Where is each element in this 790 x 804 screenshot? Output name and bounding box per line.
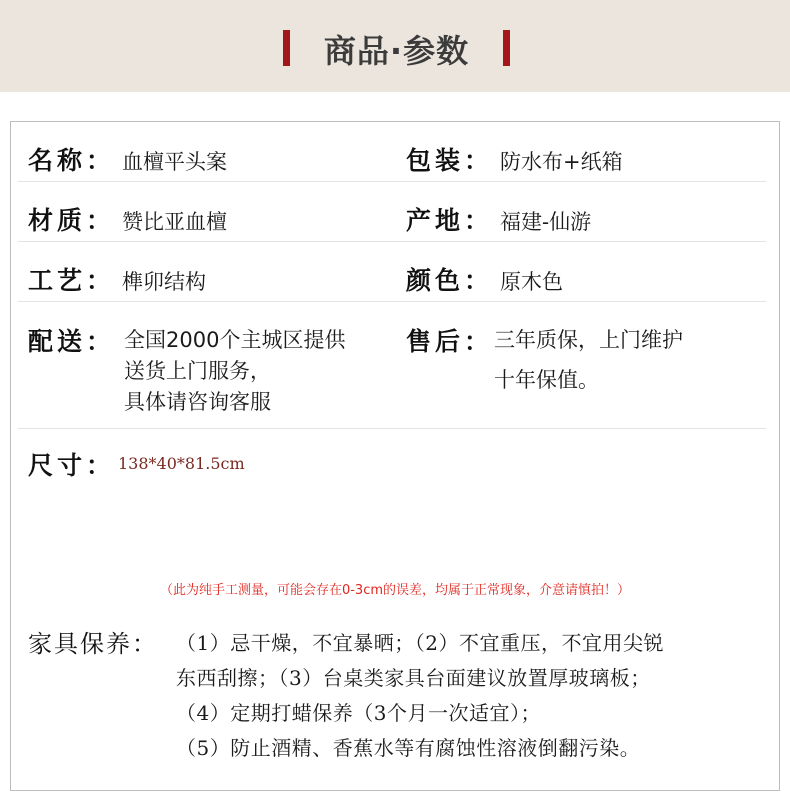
care-line: 东西刮擦；（3）台桌类家具台面建议放置厚玻璃板； [176, 666, 651, 690]
row-divider [18, 301, 766, 302]
origin-label: 产地： [406, 206, 494, 235]
color-value: 原木色 [500, 270, 563, 294]
care-line: （1）忌干燥，不宜暴晒；（2）不宜重压，不宜用尖锐 [176, 631, 664, 655]
care-line: （4）定期打蜡保养（3个月一次适宜）； [176, 701, 541, 725]
delivery-label: 配送： [28, 327, 116, 356]
header-accent-bar-right [503, 30, 510, 66]
size-value: 138*40*81.5cm [118, 454, 245, 473]
name-label: 名称： [28, 146, 116, 175]
origin-value: 福建-仙游 [500, 210, 592, 234]
delivery-line: 全国2000个主城区提供 [124, 328, 346, 352]
header-accent-bar-left [283, 30, 290, 66]
aftersale-value [494, 325, 683, 396]
row-divider [18, 241, 766, 242]
delivery-value [124, 325, 345, 418]
section-title: 商品·参数 [323, 32, 470, 70]
material-value: 赞比亚血檀 [122, 210, 227, 234]
care-label: 家具保养： [28, 630, 158, 658]
package-value: 防水布+纸箱 [500, 150, 623, 174]
name-value: 血檀平头案 [122, 150, 227, 174]
row-divider [18, 428, 766, 429]
color-label: 颜色： [406, 266, 494, 295]
craft-label: 工艺： [28, 266, 116, 295]
craft-value: 榫卯结构 [122, 270, 206, 294]
size-label: 尺寸： [28, 451, 116, 480]
delivery-line: 送货上门服务， [124, 359, 271, 383]
section-header [0, 0, 790, 92]
material-label: 材质： [28, 206, 116, 235]
measurement-notice: （此为纯手工测量，可能会存在0-3cm的误差，均属于正常现象，介意请慎拍！） [159, 583, 631, 598]
row-divider [18, 181, 766, 182]
delivery-line: 具体请咨询客服 [124, 390, 271, 414]
care-line: （5）防止酒精、香蕉水等有腐蚀性溶液倒翻污染。 [176, 736, 641, 760]
package-label: 包装： [406, 146, 494, 175]
aftersale-line: 三年质保，上门维护 [494, 328, 683, 352]
aftersale-line: 十年保值。 [494, 368, 599, 392]
aftersale-label: 售后： [406, 327, 494, 356]
care-instructions [176, 626, 766, 766]
